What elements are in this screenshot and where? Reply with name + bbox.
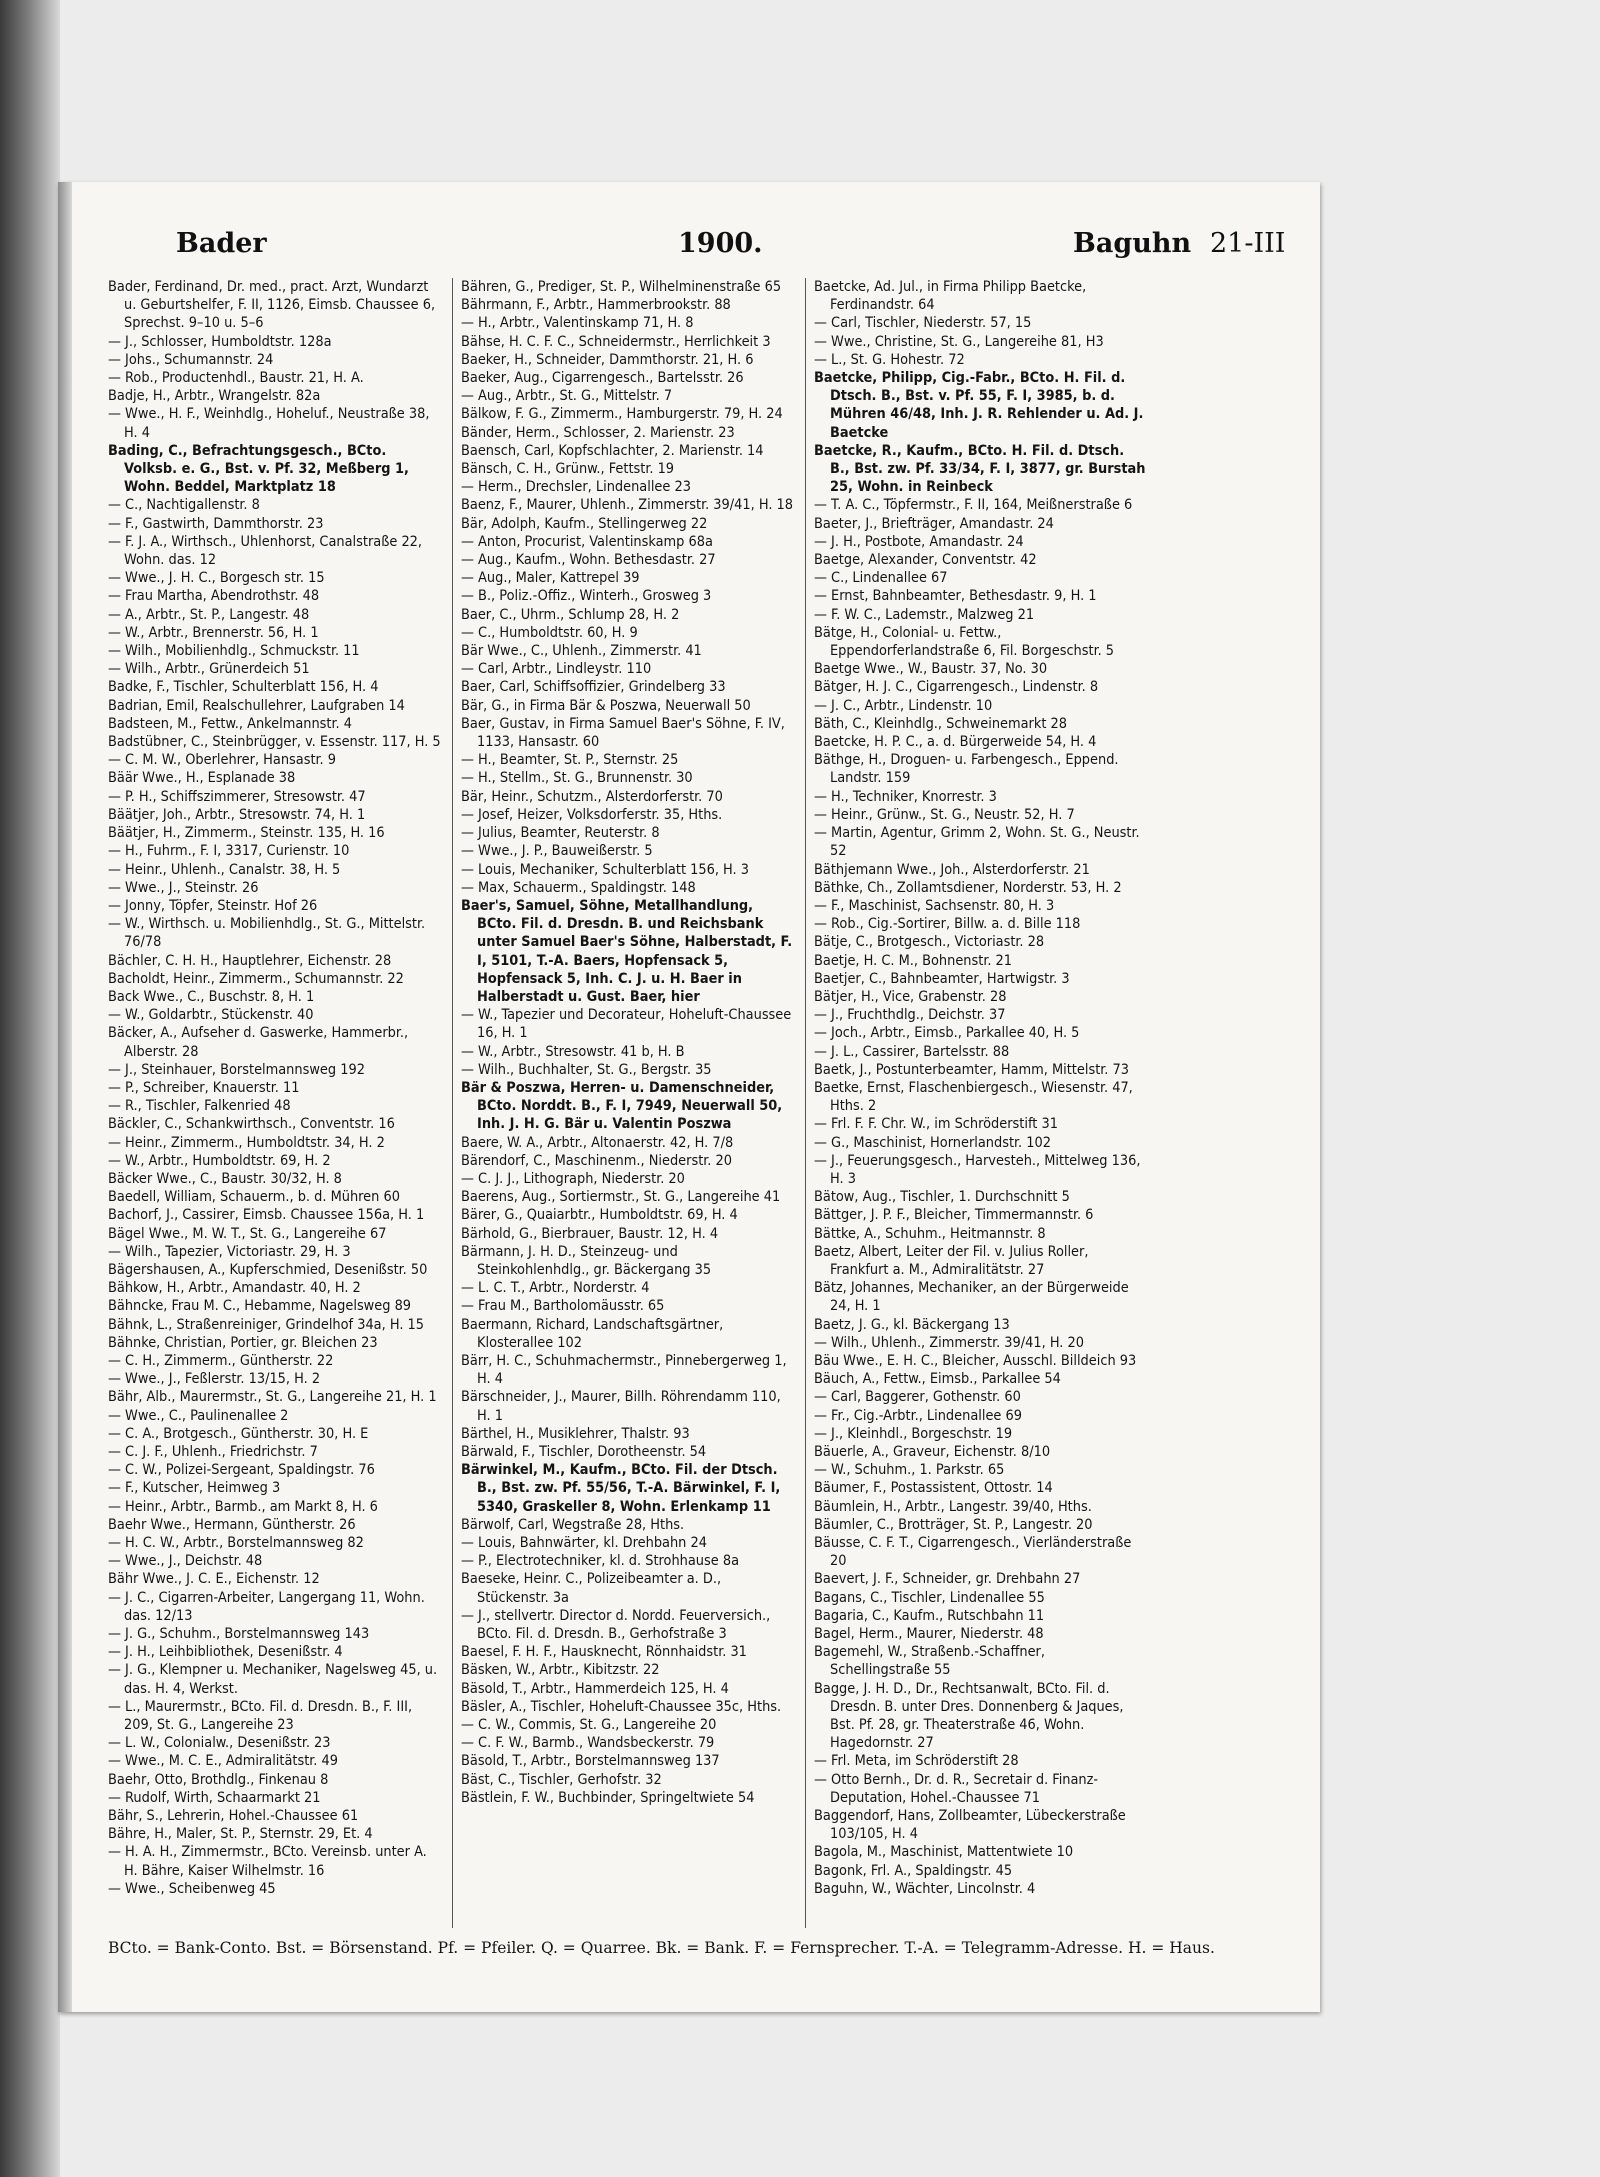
directory-entry: — Herm., Drechsler, Lindenallee 23	[461, 479, 691, 496]
column-divider	[452, 278, 453, 1928]
directory-entry: Bagemehl, W., Straßenb.-Schaffner, Schellingstraße 55	[814, 1644, 1045, 1679]
directory-entry: — Heinr., Arbtr., Barmb., am Markt 8, H. 6	[108, 1498, 378, 1515]
directory-entry: Bähr, S., Lehrerin, Hohel.-Chaussee 61	[108, 1808, 359, 1825]
binding-edge	[58, 182, 72, 2012]
directory-entry: — W., Tapezier und Decorateur, Hoheluft-Chaussee 16, H. 1	[461, 1007, 792, 1042]
directory-entry: Baer's, Samuel, Söhne, Metallhandlung, BCto. Fil. d. Dresdn. B. und Reichsbank unter Samuel Baer's Söhne, Halberstadt, F. I, 5101, T.-A. Baers, Hopfensack 5, Hopfensack 5, Inh. C. J. u. H. Baer in Halberstadt u. Gust. Baer, hier	[461, 897, 793, 1005]
directory-entry: Bärschneider, J., Maurer, Billh. Röhrendamm 110, H. 1	[461, 1389, 781, 1424]
directory-entry: — C. W., Polizei-Sergeant, Spaldingstr. 76	[108, 1462, 375, 1479]
directory-entry: Baere, W. A., Arbtr., Altonaerstr. 42, H. 7/8	[461, 1134, 734, 1151]
directory-entry: — Rob., Cig.-Sortirer, Billw. a. d. Bille 118	[814, 916, 1081, 933]
directory-entry: Bäsold, T., Arbtr., Borstelmannsweg 137	[461, 1753, 720, 1770]
directory-entry: Bähre, H., Maler, St. P., Sternstr. 29, Et. 4	[108, 1826, 373, 1843]
directory-entry: Bagaria, C., Kaufm., Rutschbahn 11	[814, 1607, 1045, 1624]
directory-entry: Bähse, H. C. F. C., Schneidermstr., Herrlichkeit 3	[461, 333, 771, 350]
directory-entry: Baer, Gustav, in Firma Samuel Baer's Söhne, F. IV, 1133, Hansastr. 60	[461, 715, 785, 751]
directory-column-2	[461, 278, 794, 1928]
directory-entry: — P., Schreiber, Knauerstr. 11	[108, 1079, 300, 1096]
directory-entry: — J., Fruchthdlg., Deichstr. 37	[814, 1007, 1006, 1024]
directory-entry: — C., Nachtigallenstr. 8	[108, 497, 260, 514]
directory-entry: — C. A., Brotgesch., Güntherstr. 30, H. E	[108, 1425, 369, 1442]
directory-entry: — J. H., Leihbibliothek, Desenißstr. 4	[108, 1644, 343, 1661]
header-right-keyword: Baguhn	[1073, 228, 1192, 259]
directory-entry: — Max, Schauerm., Spaldingstr. 148	[461, 879, 696, 896]
directory-entry: Bär, Heinr., Schutzm., Alsterdorferstr. 70	[461, 788, 723, 805]
directory-entry: — L. C. T., Arbtr., Norderstr. 4	[461, 1280, 650, 1297]
directory-entry: Baetcke, R., Kaufm., BCto. H. Fil. d. Dtsch. B., Bst. zw. Pf. 33/34, F. I, 3877, gr. Burstah 25, Wohn. in Reinbeck	[814, 442, 1146, 496]
directory-entry: — C. J. F., Uhlenh., Friedrichstr. 7	[108, 1444, 318, 1460]
directory-entry: — Joch., Arbtr., Eimsb., Parkallee 40, H. 5	[814, 1025, 1080, 1042]
directory-entry: Bärer, G., Quaiarbtr., Humboldtstr. 69, H. 4	[461, 1207, 738, 1224]
directory-entry: Baerens, Aug., Sortiermstr., St. G., Langereihe 41	[461, 1189, 781, 1206]
directory-entry: — R., Tischler, Falkenried 48	[108, 1098, 291, 1115]
directory-entry: Bätger, H. J. C., Cigarrengesch., Lindenstr. 8	[814, 679, 1099, 696]
directory-entry: — J., Schlosser, Humboldtstr. 128a	[108, 333, 332, 350]
directory-entry: Baetke, Ernst, Flaschenbiergesch., Wiesenstr. 47, Hths. 2	[814, 1079, 1133, 1115]
abbreviation-legend: BCto. = Bank-Conto. Bst. = Börsenstand. Pf. = Pfeiler. Q. = Quarree. Bk. = Bank. F. = Fernsprecher. T.-A. = Telegramm-Adresse. H. = Haus.	[108, 1939, 1215, 1957]
directory-entry: — Otto Bernh., Dr. d. R., Secretair d. Finanz-Deputation, Hohel.-Chaussee 71	[814, 1771, 1099, 1806]
directory-entry: — Aug., Arbtr., St. G., Mittelstr. 7	[461, 388, 673, 405]
directory-entry: Bährmann, F., Arbtr., Hammerbrookstr. 88	[461, 297, 731, 314]
directory-entry: Badrian, Emil, Realschullehrer, Laufgraben 14	[108, 697, 405, 714]
directory-entry: — Aug., Maler, Kattrepel 39	[461, 570, 640, 587]
directory-entry: — P. H., Schiffszimmerer, Stresowstr. 47	[108, 788, 366, 805]
directory-entry: — Aug., Kaufm., Wohn. Bethesdastr. 27	[461, 552, 716, 569]
directory-entry: Baeseke, Heinr. C., Polizeibeamter a. D., Stückenstr. 3a	[461, 1571, 722, 1606]
directory-entry: — Wwe., J., Steinstr. 26	[108, 879, 259, 896]
directory-entry: — H., Fuhrm., F. I, 3317, Curienstr. 10	[108, 843, 350, 860]
directory-entry: Bär, Adolph, Kaufm., Stellingerweg 22	[461, 515, 708, 532]
directory-entry: — F., Maschinist, Sachsenstr. 80, H. 3	[814, 897, 1055, 914]
directory-entry: Bäätjer, H., Zimmerm., Steinstr. 135, H. 16	[108, 825, 385, 842]
directory-entry: — W., Arbtr., Humboldtstr. 69, H. 2	[108, 1152, 331, 1169]
directory-entry: Bänder, Herm., Schlosser, 2. Marienstr. 23	[461, 424, 735, 441]
directory-entry: Bäusse, C. F. T., Cigarrengesch., Vierländerstraße 20	[814, 1535, 1132, 1570]
directory-entry: — T. A. C., Töpfermstr., F. II, 164, Meißnerstraße 6	[814, 497, 1133, 514]
directory-entry: Bäcker Wwe., C., Baustr. 30/32, H. 8	[108, 1170, 342, 1187]
directory-entry: — Wwe., C., Paulinenallee 2	[108, 1407, 289, 1424]
directory-entry: — C. H., Zimmerm., Güntherstr. 22	[108, 1352, 334, 1369]
directory-entry: — Jonny, Töpfer, Steinstr. Hof 26	[108, 897, 318, 914]
directory-entry: — H., Beamter, St. P., Sternstr. 25	[461, 752, 679, 769]
directory-entry: Bäst, C., Tischler, Gerhofstr. 32	[461, 1771, 662, 1788]
directory-entry: — Ernst, Bahnbeamter, Bethesdastr. 9, H. 1	[814, 588, 1097, 605]
directory-entry: Baensch, Carl, Kopfschlachter, 2. Marienstr. 14	[461, 442, 764, 459]
directory-entry: Bäsold, T., Arbtr., Hammerdeich 125, H. 4	[461, 1680, 729, 1697]
directory-entry: Baenz, F., Maurer, Uhlenh., Zimmerstr. 39/41, H. 18	[461, 497, 794, 514]
directory-entry: Bär Wwe., C., Uhlenh., Zimmerstr. 41	[461, 643, 702, 660]
directory-entry: Bäckler, C., Schankwirthsch., Conventstr. 16	[108, 1116, 395, 1133]
directory-entry: Bähr, Alb., Maurermstr., St. G., Langereihe 21, H. 1	[108, 1389, 437, 1406]
directory-entry: Baetcke, H. P. C., a. d. Bürgerweide 54, H. 4	[814, 734, 1097, 751]
directory-entry: — F. W. C., Lademstr., Malzweg 21	[814, 606, 1035, 623]
directory-entry: — H., Stellm., St. G., Brunnenstr. 30	[461, 770, 693, 787]
page-number: 21-III	[1210, 228, 1286, 259]
directory-entry: — Josef, Heizer, Volksdorferstr. 35, Hths.	[461, 806, 723, 823]
directory-entry: Bärhold, G., Bierbrauer, Baustr. 12, H. 4	[461, 1225, 719, 1242]
directory-entry: Baeker, H., Schneider, Dammthorstr. 21, H. 6	[461, 351, 754, 368]
directory-entry: Bägel Wwe., M. W. T., St. G., Langereihe 67	[108, 1225, 387, 1242]
directory-entry: Bähnke, Christian, Portier, gr. Bleichen 23	[108, 1334, 378, 1351]
directory-entry: — L., St. G. Hohestr. 72	[814, 351, 965, 368]
directory-entry: — H. C. W., Arbtr., Borstelmannsweg 82	[108, 1535, 364, 1552]
directory-entry: Bäthge, H., Droguen- u. Farbengesch., Eppend. Landstr. 159	[814, 752, 1119, 787]
directory-page	[58, 182, 1320, 2012]
directory-entry: Bäuch, A., Fettw., Eimsb., Parkallee 54	[814, 1371, 1061, 1388]
directory-entry: Bagola, M., Maschinist, Mattentwiete 10	[814, 1844, 1074, 1861]
directory-entry: Bättke, A., Schuhm., Heitmannstr. 8	[814, 1225, 1046, 1242]
directory-entry: — J. C., Arbtr., Lindenstr. 10	[814, 697, 993, 714]
directory-entry: Bärmann, J. H. D., Steinzeug- und Steinkohlenhdlg., gr. Bäckergang 35	[461, 1243, 712, 1278]
directory-entry: — C. M. W., Oberlehrer, Hansastr. 9	[108, 752, 337, 769]
directory-entry: — J. C., Cigarren-Arbeiter, Langergang 11, Wohn. das. 12/13	[108, 1589, 425, 1624]
directory-entry: — Rob., Productenhdl., Baustr. 21, H. A.	[108, 370, 364, 387]
directory-entry: Baetge, Alexander, Conventstr. 42	[814, 552, 1037, 569]
directory-entry: Bading, C., Befrachtungsgesch., BCto. Volksb. e. G., Bst. v. Pf. 32, Meßberg 1, Wohn. Beddel, Marktplatz 18	[108, 442, 409, 496]
directory-entry: — Frau Martha, Abendrothstr. 48	[108, 588, 320, 605]
directory-entry: — C. W., Commis, St. G., Langereihe 20	[461, 1717, 717, 1734]
directory-entry: Bähkow, H., Arbtr., Amandastr. 40, H. 2	[108, 1280, 361, 1297]
directory-entry: Bärendorf, C., Maschinenm., Niederstr. 20	[461, 1152, 732, 1169]
directory-entry: Bacholdt, Heinr., Zimmerm., Schumannstr. 22	[108, 970, 404, 987]
directory-entry: Bagel, Herm., Maurer, Niederstr. 48	[814, 1626, 1044, 1643]
directory-entry: Baehr Wwe., Hermann, Güntherstr. 26	[108, 1516, 356, 1533]
directory-entry: Baesel, F. H. F., Hausknecht, Rönnhaidstr. 31	[461, 1644, 747, 1661]
directory-entry: — J., Steinhauer, Borstelmannsweg 192	[108, 1061, 365, 1078]
directory-entry: — Wwe., Christine, St. G., Langereihe 81, H3	[814, 333, 1104, 350]
directory-entry: Bähren, G., Prediger, St. P., Wilhelminenstraße 65	[461, 279, 782, 295]
directory-entry: Baetje, H. C. M., Bohnenstr. 21	[814, 952, 1013, 969]
directory-entry: — J. G., Schuhm., Borstelmannsweg 143	[108, 1626, 370, 1643]
directory-entry: Bärwald, F., Tischler, Dorotheenstr. 54	[461, 1444, 707, 1460]
directory-entry: Baevert, J. F., Schneider, gr. Drehbahn 27	[814, 1571, 1081, 1588]
directory-entry: — Wwe., M. C. E., Admiralitätstr. 49	[108, 1753, 338, 1770]
directory-entry: Bäumler, C., Brotträger, St. P., Langestr. 20	[814, 1516, 1093, 1533]
directory-entry: — Fr., Cig.-Arbtr., Lindenallee 69	[814, 1407, 1022, 1424]
directory-entry: — Carl, Arbtr., Lindleystr. 110	[461, 661, 652, 678]
directory-entry: Bähncke, Frau M. C., Hebamme, Nagelsweg 89	[108, 1298, 412, 1315]
directory-entry: — Wwe., J. H. C., Borgesch str. 15	[108, 570, 325, 587]
directory-entry: — Carl, Tischler, Niederstr. 57, 15	[814, 315, 1032, 332]
directory-entry: Baehr, Otto, Brothdlg., Finkenau 8	[108, 1771, 329, 1788]
directory-entry: Bägershausen, A., Kupferschmied, Desenißstr. 50	[108, 1261, 428, 1278]
directory-entry: Bänsch, C. H., Grünw., Fettstr. 19	[461, 461, 675, 478]
directory-entry: — Carl, Baggerer, Gothenstr. 60	[814, 1389, 1021, 1406]
directory-entry: Badje, H., Arbtr., Wrangelstr. 82a	[108, 388, 321, 405]
directory-entry: Badsteen, M., Fettw., Ankelmannstr. 4	[108, 715, 352, 732]
directory-entry: — J., Kleinhdl., Borgeschstr. 19	[814, 1425, 1013, 1442]
directory-column-1	[108, 278, 441, 1928]
directory-entry: Bärr, H. C., Schuhmachermstr., Pinnebergerweg 1, H. 4	[461, 1352, 787, 1388]
directory-entry: — J. G., Klempner u. Mechaniker, Nagelsweg 45, u. das. H. 4, Werkst.	[108, 1662, 438, 1697]
directory-entry: — Heinr., Uhlenh., Canalstr. 38, H. 5	[108, 861, 341, 878]
directory-entry: Bästlein, F. W., Buchbinder, Springeltwiete 54	[461, 1789, 755, 1806]
directory-entry: Baetz, Albert, Leiter der Fil. v. Julius Roller, Frankfurt a. M., Admiralitätstr. 27	[814, 1243, 1089, 1278]
directory-entry: — L. W., Colonialw., Desenißstr. 23	[108, 1735, 331, 1752]
header-left-keyword: Bader	[176, 228, 267, 259]
directory-entry: Bähr Wwe., J. C. E., Eichenstr. 12	[108, 1571, 320, 1588]
directory-entry: — Wilh., Mobilienhdlg., Schmuckstr. 11	[108, 643, 360, 660]
directory-entry: — C. J. J., Lithograph, Niederstr. 20	[461, 1170, 685, 1187]
directory-entry: — Wwe., J., Deichstr. 48	[108, 1553, 263, 1570]
directory-entry: Bäumlein, H., Arbtr., Langestr. 39/40, Hths.	[814, 1498, 1092, 1515]
directory-entry: Bärwinkel, M., Kaufm., BCto. Fil. der Dtsch. B., Bst. zw. Pf. 55/56, T.-A. Bärwinkel, F. I, 5340, Graskeller 8, Wohn. Erlenkamp 11	[461, 1462, 781, 1515]
directory-entry: — Wilh., Uhlenh., Zimmerstr. 39/41, H. 20	[814, 1334, 1084, 1351]
directory-entry: — Johs., Schumannstr. 24	[108, 351, 274, 368]
directory-entry: Baeker, Aug., Cigarrengesch., Bartelsstr. 26	[461, 370, 744, 387]
directory-entry: Baetcke, Philipp, Cig.-Fabr., BCto. H. Fil. d. Dtsch. B., Bst. v. Pf. 55, F. I, 3985, b. d. Mühren 46/48, Inh. J. R. Rehlender u. Ad. J. Baetcke	[814, 370, 1144, 441]
directory-entry: — F., Kutscher, Heimweg 3	[108, 1480, 281, 1497]
directory-entry: Bär & Poszwa, Herren- u. Damenschneider, BCto. Norddt. B., F. I, 7949, Neuerwall 50, Inh. J. H. G. Bär u. Valentin Poszwa	[461, 1079, 783, 1133]
directory-entry: Bärwolf, Carl, Wegstraße 28, Hths.	[461, 1516, 685, 1533]
directory-entry: Baer, Carl, Schiffsoffizier, Grindelberg 33	[461, 679, 726, 696]
header-year: 1900.	[678, 228, 763, 259]
directory-entry: Bachorf, J., Cassirer, Eimsb. Chaussee 156a, H. 1	[108, 1207, 425, 1224]
directory-entry: Bär, G., in Firma Bär & Poszwa, Neuerwall 50	[461, 697, 751, 714]
directory-entry: Bächler, C. H. H., Hauptlehrer, Eichenstr. 28	[108, 952, 392, 969]
directory-entry: — J. H., Postbote, Amandastr. 24	[814, 533, 1024, 550]
directory-entry: Bagge, J. H. D., Dr., Rechtsanwalt, BCto. Fil. d. Dresdn. B. unter Dres. Donnenberg & Jaques, Bst. Pf. 28, gr. Theaterstraße 46, Wohn. Hagedornstr. 27	[814, 1680, 1124, 1752]
directory-entry: — W., Goldarbtr., Stückenstr. 40	[108, 1007, 314, 1024]
directory-entry: — C., Humboldtstr. 60, H. 9	[461, 624, 638, 641]
running-header	[118, 228, 1308, 268]
directory-entry: — Wwe., Scheibenweg 45	[108, 1880, 276, 1897]
directory-entry: — W., Arbtr., Stresowstr. 41 b, H. B	[461, 1043, 685, 1060]
directory-entry: Bätge, H., Colonial- u. Fettw., Eppendorferlandstraße 6, Fil. Borgeschstr. 5	[814, 624, 1115, 660]
directory-entry: Baer, C., Uhrm., Schlump 28, H. 2	[461, 606, 680, 623]
directory-entry: — B., Poliz.-Offiz., Winterh., Grosweg 3	[461, 588, 712, 605]
directory-entry: Bätow, Aug., Tischler, 1. Durchschnitt 5	[814, 1189, 1070, 1206]
directory-entry: — Julius, Beamter, Reuterstr. 8	[461, 825, 660, 842]
directory-entry: — Heinr., Grünw., St. G., Neustr. 52, H. 7	[814, 806, 1075, 823]
directory-entry: — W., Wirthsch. u. Mobilienhdlg., St. G., Mittelstr. 76/78	[108, 916, 426, 951]
directory-entry: Bäätjer, Joh., Arbtr., Stresowstr. 74, H. 1	[108, 806, 366, 823]
directory-entry: — J., Feuerungsgesch., Harvesteh., Mittelweg 136, H. 3	[814, 1152, 1141, 1187]
directory-entry: Bähnk, L., Straßenreiniger, Grindelhof 34a, H. 15	[108, 1316, 425, 1333]
directory-entry: — Wilh., Buchhalter, St. G., Bergstr. 35	[461, 1061, 712, 1078]
directory-entry: Bäär Wwe., H., Esplanade 38	[108, 770, 296, 787]
directory-entry: Bäu Wwe., E. H. C., Bleicher, Ausschl. Billdeich 93	[814, 1352, 1137, 1369]
directory-entry: — Wilh., Arbtr., Grünerdeich 51	[108, 661, 310, 678]
directory-entry: Baermann, Richard, Landschaftsgärtner, Klosterallee 102	[461, 1316, 724, 1351]
directory-entry: Baguhn, W., Wächter, Lincolnstr. 4	[814, 1880, 1036, 1897]
directory-entry: — Louis, Bahnwärter, kl. Drehbahn 24	[461, 1535, 707, 1552]
directory-entry: Bäsler, A., Tischler, Hoheluft-Chaussee 35c, Hths.	[461, 1698, 782, 1715]
directory-entry: Bärthel, H., Musiklehrer, Thalstr. 93	[461, 1425, 690, 1442]
directory-entry: — Frl. F. F. Chr. W., im Schröderstift 31	[814, 1116, 1058, 1133]
directory-entry: — H., Techniker, Knorrestr. 3	[814, 788, 997, 805]
scan-shadow	[0, 0, 60, 2177]
directory-entry: — F., Gastwirth, Dammthorstr. 23	[108, 515, 324, 532]
directory-entry: Baedell, William, Schauerm., b. d. Mühren 60	[108, 1189, 400, 1206]
directory-entry: Baggendorf, Hans, Zollbeamter, Lübeckerstraße 103/105, H. 4	[814, 1808, 1126, 1843]
directory-entry: Baeter, J., Briefträger, Amandastr. 24	[814, 515, 1054, 532]
directory-entry: Bättger, J. P. F., Bleicher, Timmermannstr. 6	[814, 1207, 1094, 1224]
directory-entry: Badke, F., Tischler, Schulterblatt 156, H. 4	[108, 679, 379, 696]
directory-entry: Baetz, J. G., kl. Bäckergang 13	[814, 1316, 1010, 1333]
directory-entry: — J., stellvertr. Director d. Nordd. Feuerversich., BCto. Fil. d. Dresdn. B., Gerhofstraße 3	[461, 1607, 771, 1643]
directory-entry: Bätjer, H., Vice, Grabenstr. 28	[814, 988, 1007, 1005]
directory-entry: — H. A. H., Zimmermstr., BCto. Vereinsb. unter A. H. Bähre, Kaiser Wilhelmstr. 16	[108, 1844, 427, 1879]
directory-entry: — Martin, Agentur, Grimm 2, Wohn. St. G., Neustr. 52	[814, 825, 1140, 860]
directory-entry: Bäcker, A., Aufseher d. Gaswerke, Hammerbr., Alberstr. 28	[108, 1025, 409, 1060]
directory-entry: Bäsken, W., Arbtr., Kibitzstr. 22	[461, 1662, 660, 1679]
directory-entry: — Anton, Procurist, Valentinskamp 68a	[461, 533, 713, 550]
directory-entry: Bäth, C., Kleinhdlg., Schweinemarkt 28	[814, 715, 1068, 732]
directory-entry: — Louis, Mechaniker, Schulterblatt 156, H. 3	[461, 861, 749, 878]
directory-entry: Back Wwe., C., Buschstr. 8, H. 1	[108, 988, 315, 1005]
directory-entry: — G., Maschinist, Hornerlandstr. 102	[814, 1134, 1051, 1151]
directory-entry: Baetge Wwe., W., Baustr. 37, No. 30	[814, 661, 1048, 678]
directory-entry: — P., Electrotechniker, kl. d. Strohhause 8a	[461, 1553, 740, 1570]
directory-entry: — Wilh., Tapezier, Victoriastr. 29, H. 3	[108, 1243, 351, 1260]
directory-entry: Bagonk, Frl. A., Spaldingstr. 45	[814, 1862, 1013, 1879]
directory-entry: — Heinr., Zimmerm., Humboldtstr. 34, H. 2	[108, 1134, 385, 1151]
directory-entry: — W., Arbtr., Brennerstr. 56, H. 1	[108, 624, 319, 641]
directory-entry: Bäumer, F., Postassistent, Ottostr. 14	[814, 1480, 1053, 1497]
directory-entry: Bätje, C., Brotgesch., Victoriastr. 28	[814, 934, 1045, 951]
directory-entry: — Wwe., H. F., Weinhdlg., Hoheluf., Neustraße 38, H. 4	[108, 406, 430, 441]
directory-entry: — J. L., Cassirer, Bartelsstr. 88	[814, 1043, 1010, 1060]
directory-entry: — Rudolf, Wirth, Schaarmarkt 21	[108, 1789, 321, 1806]
directory-entry: — L., Maurermstr., BCto. Fil. d. Dresdn. B., F. III, 209, St. G., Langereihe 23	[108, 1698, 413, 1734]
directory-entry: Bäthjemann Wwe., Joh., Alsterdorferstr. 21	[814, 861, 1090, 878]
directory-entry: Bagans, C., Tischler, Lindenallee 55	[814, 1589, 1045, 1606]
directory-entry: Bäuerle, A., Graveur, Eichenstr. 8/10	[814, 1444, 1051, 1460]
directory-entry: — F. J. A., Wirthsch., Uhlenhorst, Canalstraße 22, Wohn. das. 12	[108, 533, 423, 569]
directory-entry: Bäthke, Ch., Zollamtsdiener, Norderstr. 53, H. 2	[814, 879, 1122, 896]
directory-entry: Baetcke, Ad. Jul., in Firma Philipp Baetcke, Ferdinandstr. 64	[814, 279, 1087, 314]
column-divider	[805, 278, 806, 1928]
directory-entry: — Frl. Meta, im Schröderstift 28	[814, 1753, 1019, 1770]
directory-entry: — C., Lindenallee 67	[814, 570, 948, 587]
directory-entry: — Wwe., J. P., Bauweißerstr. 5	[461, 843, 653, 860]
directory-entry: Baetk, J., Postunterbeamter, Hamm, Mittelstr. 73	[814, 1061, 1129, 1078]
directory-entry: — Wwe., J., Feßlerstr. 13/15, H. 2	[108, 1371, 321, 1388]
directory-entry: Baetjer, C., Bahnbeamter, Hartwigstr. 3	[814, 970, 1070, 987]
directory-entry: Bälkow, F. G., Zimmerm., Hamburgerstr. 79, H. 24	[461, 406, 783, 423]
directory-entry: — H., Arbtr., Valentinskamp 71, H. 8	[461, 315, 694, 332]
directory-column-3	[814, 278, 1147, 1928]
directory-entry: — C. F. W., Barmb., Wandsbeckerstr. 79	[461, 1735, 715, 1752]
directory-entry: Badstübner, C., Steinbrügger, v. Essenstr. 117, H. 5	[108, 734, 441, 751]
directory-entry: — W., Schuhm., 1. Parkstr. 65	[814, 1462, 1005, 1479]
directory-entry: — A., Arbtr., St. P., Langestr. 48	[108, 606, 310, 623]
directory-entry: — Frau M., Bartholomäusstr. 65	[461, 1298, 665, 1315]
directory-entry: Bader, Ferdinand, Dr. med., pract. Arzt, Wundarzt u. Geburtshelfer, F. II, 1126, Eimsb. Chaussee 6, Sprechst. 9–10 u. 5–6	[108, 279, 436, 332]
directory-entry: Bätz, Johannes, Mechaniker, an der Bürgerweide 24, H. 1	[814, 1280, 1129, 1315]
